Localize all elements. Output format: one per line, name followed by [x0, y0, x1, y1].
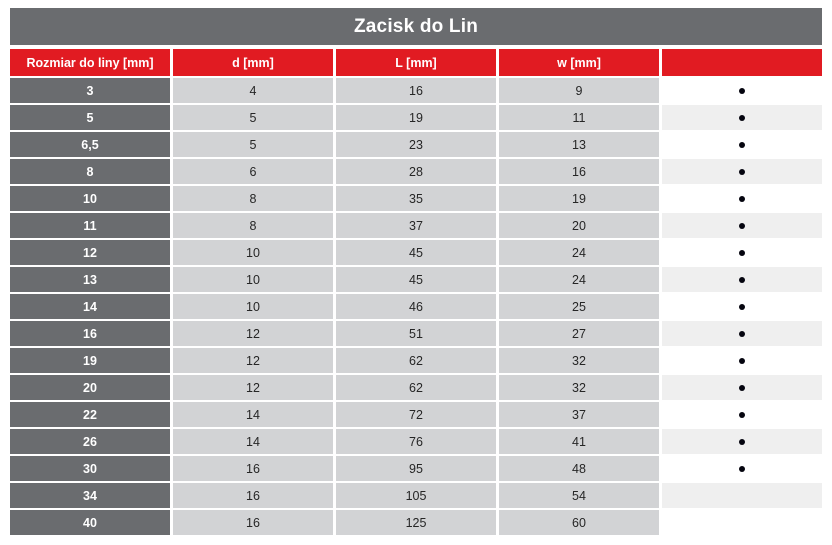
cell-rope-size: 5: [10, 105, 170, 130]
cell-w: 60: [499, 510, 659, 535]
cell-w: 25: [499, 294, 659, 319]
availability-dot-icon: [739, 250, 745, 256]
cell-L: 76: [336, 429, 496, 454]
cell-availability: [662, 456, 822, 481]
cell-rope-size: 34: [10, 483, 170, 508]
cell-rope-size: 19: [10, 348, 170, 373]
cell-w: 54: [499, 483, 659, 508]
cell-availability: [662, 132, 822, 157]
cell-d: 16: [173, 510, 333, 535]
cell-L: 16: [336, 78, 496, 103]
cell-rope-size: 16: [10, 321, 170, 346]
cell-availability: [662, 213, 822, 238]
cell-d: 5: [173, 105, 333, 130]
column-header-d: d [mm]: [173, 49, 333, 76]
cell-availability: [662, 294, 822, 319]
cell-rope-size: 22: [10, 402, 170, 427]
cell-L: 62: [336, 348, 496, 373]
cell-rope-size: 14: [10, 294, 170, 319]
cell-L: 105: [336, 483, 496, 508]
column-header-availability: [662, 49, 822, 76]
column-header-L: L [mm]: [336, 49, 496, 76]
cell-availability: [662, 159, 822, 184]
cell-w: 32: [499, 348, 659, 373]
cell-rope-size: 12: [10, 240, 170, 265]
column-header-rozmiar: Rozmiar do liny [mm]: [10, 49, 170, 76]
availability-dot-icon: [739, 196, 745, 202]
availability-dot-icon: [739, 439, 745, 445]
cell-w: 24: [499, 240, 659, 265]
cell-L: 51: [336, 321, 496, 346]
cell-w: 32: [499, 375, 659, 400]
cell-L: 46: [336, 294, 496, 319]
cell-rope-size: 20: [10, 375, 170, 400]
cell-d: 16: [173, 456, 333, 481]
spec-table: [10, 49, 822, 535]
cell-d: 8: [173, 213, 333, 238]
cell-L: 72: [336, 402, 496, 427]
cell-availability: [662, 321, 822, 346]
availability-dot-icon: [739, 358, 745, 364]
cell-w: 11: [499, 105, 659, 130]
cell-L: 37: [336, 213, 496, 238]
cell-w: 20: [499, 213, 659, 238]
cell-availability: [662, 105, 822, 130]
cell-d: 10: [173, 267, 333, 292]
cell-L: 45: [336, 267, 496, 292]
cell-d: 14: [173, 402, 333, 427]
cell-rope-size: 8: [10, 159, 170, 184]
cell-L: 23: [336, 132, 496, 157]
availability-dot-icon: [739, 223, 745, 229]
cell-w: 9: [499, 78, 659, 103]
cell-L: 35: [336, 186, 496, 211]
availability-dot-icon: [739, 88, 745, 94]
availability-dot-icon: [739, 277, 745, 283]
availability-dot-icon: [739, 169, 745, 175]
cell-d: 14: [173, 429, 333, 454]
cell-rope-size: 11: [10, 213, 170, 238]
cell-d: 6: [173, 159, 333, 184]
cell-w: 27: [499, 321, 659, 346]
cell-d: 10: [173, 240, 333, 265]
cell-w: 16: [499, 159, 659, 184]
cell-rope-size: 26: [10, 429, 170, 454]
cell-availability: [662, 348, 822, 373]
cell-rope-size: 40: [10, 510, 170, 535]
cell-d: 10: [173, 294, 333, 319]
cell-rope-size: 6,5: [10, 132, 170, 157]
cell-d: 5: [173, 132, 333, 157]
cell-w: 41: [499, 429, 659, 454]
availability-dot-icon: [739, 466, 745, 472]
cell-L: 95: [336, 456, 496, 481]
cell-L: 62: [336, 375, 496, 400]
cell-d: 8: [173, 186, 333, 211]
cell-w: 24: [499, 267, 659, 292]
availability-dot-icon: [739, 304, 745, 310]
availability-dot-icon: [739, 142, 745, 148]
column-header-w: w [mm]: [499, 49, 659, 76]
availability-dot-icon: [739, 412, 745, 418]
cell-rope-size: 30: [10, 456, 170, 481]
cell-availability: [662, 375, 822, 400]
cell-w: 37: [499, 402, 659, 427]
cell-L: 45: [336, 240, 496, 265]
cell-rope-size: 10: [10, 186, 170, 211]
cell-w: 13: [499, 132, 659, 157]
availability-dot-icon: [739, 385, 745, 391]
cell-L: 28: [336, 159, 496, 184]
cell-availability: [662, 510, 822, 535]
cell-w: 19: [499, 186, 659, 211]
cell-d: 12: [173, 375, 333, 400]
cell-d: 4: [173, 78, 333, 103]
cell-availability: [662, 483, 822, 508]
cell-availability: [662, 186, 822, 211]
cell-w: 48: [499, 456, 659, 481]
cell-availability: [662, 429, 822, 454]
cell-d: 12: [173, 348, 333, 373]
table-title-bar: [10, 8, 822, 45]
availability-dot-icon: [739, 115, 745, 121]
cell-L: 125: [336, 510, 496, 535]
page-title: Zacisk do Lin: [353, 15, 478, 37]
availability-dot-icon: [739, 331, 745, 337]
cell-rope-size: 13: [10, 267, 170, 292]
cell-availability: [662, 402, 822, 427]
cell-availability: [662, 267, 822, 292]
cell-availability: [662, 240, 822, 265]
cell-L: 19: [336, 105, 496, 130]
cell-rope-size: 3: [10, 78, 170, 103]
cell-d: 16: [173, 483, 333, 508]
cell-d: 12: [173, 321, 333, 346]
cell-availability: [662, 78, 822, 103]
